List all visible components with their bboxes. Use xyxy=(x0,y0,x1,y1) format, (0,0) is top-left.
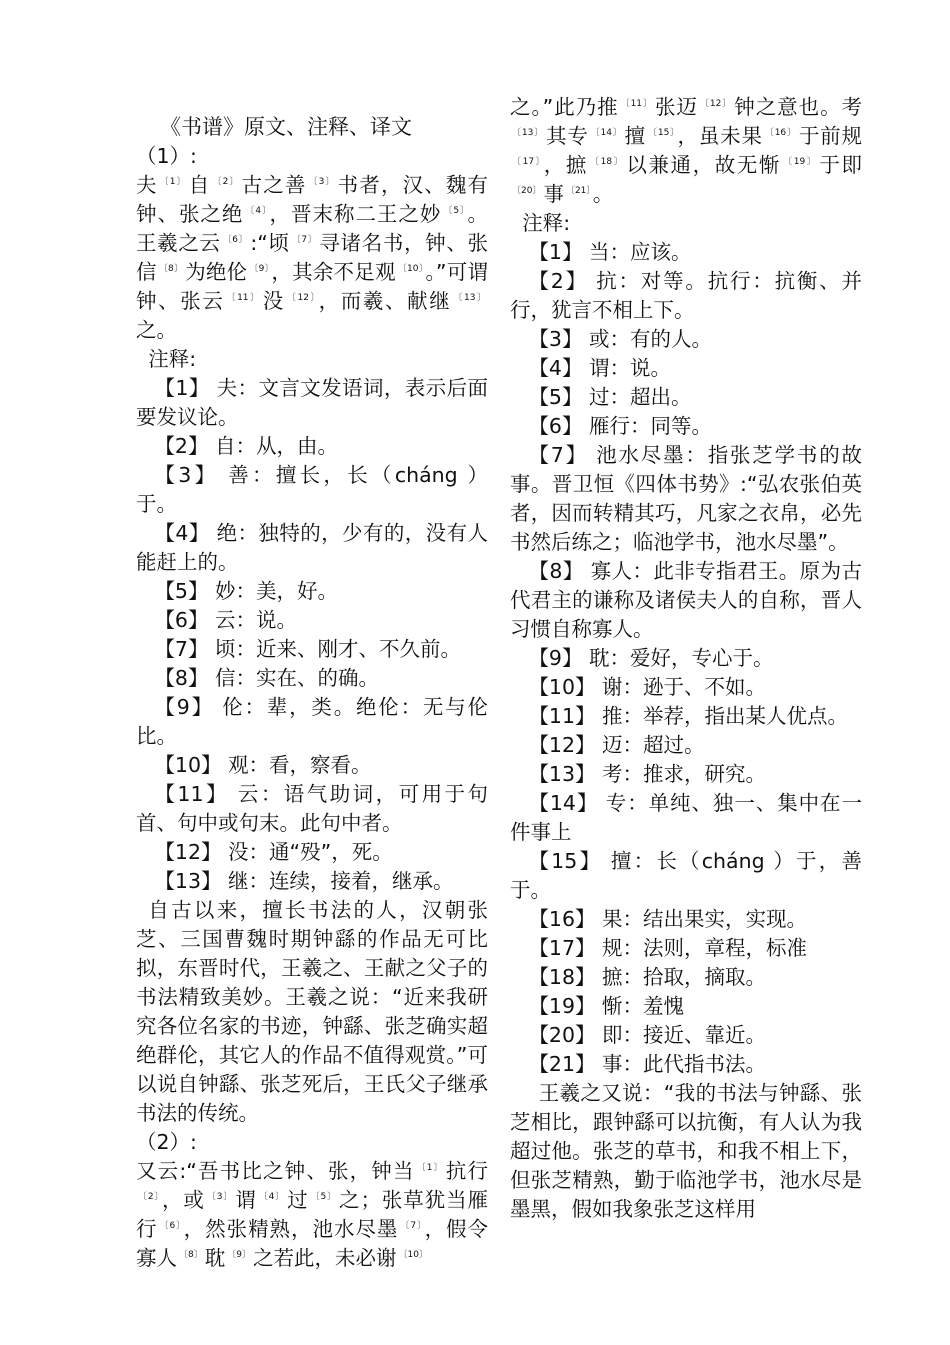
note-item: 【20】 即：接近、靠近。 xyxy=(528,1023,767,1047)
note-item: 【10】 观：看，察看。 xyxy=(154,753,372,777)
note-item: 【19】 惭：羞愧 xyxy=(528,994,685,1018)
note-item: 【13】 考：推求，研究。 xyxy=(528,762,767,786)
note-item: 【7】 池水尽墨：指张芝学书的故事。晋卫恒《四体书势》:“弘农张伯英者，因而转精其巧，凡家之衣帛，必先书然后练之；临池学书，池水尽墨”。 xyxy=(510,443,862,554)
note-item: 【9】 耽：爱好，专心于。 xyxy=(528,646,774,670)
original-text-2-continued: 之。”此乃推 $^{〔11〕}$张迈 $^{〔12〕}$钟之意也。考$^{〔13〕}$其专 $^{〔14〕}$擅 $^{〔15〕}$，虽未果 $^{〔16〕}$于前规$^{〔17〕}$，摭 $^{〔18〕}$以兼通，故无惭 $^{〔19〕}$于即$^{〔20〕}$事 $^{〔21〕}$。 xyxy=(510,95,863,206)
right-column xyxy=(510,0,862,1224)
note-item: 【5】 妙：美，好。 xyxy=(154,579,338,603)
note-item: 【2】 抗：对等。抗行：抗衡、并行，犹言不相上下。 xyxy=(510,269,862,322)
notes-label: 注释: xyxy=(148,347,197,371)
notes-list-1 xyxy=(136,374,488,896)
original-text-2: 又云:“吾书比之钟、张，钟当 $^{〔1〕}$抗行$^{〔2〕}$，或 $^{〔3〕}$谓 $^{〔4〕}$过 $^{〔5〕}$之；张草犹当雁行 $^{〔6〕}$，然张精熟，池水尽墨 $^{〔7〕}$，假令寡人 $^{〔8〕}$耽 $^{〔9〕}$之若此，未必谢 $^{〔10〕}$ xyxy=(136,1159,489,1270)
note-item: 【10】 谢：逊于、不如。 xyxy=(528,675,767,699)
note-item: 【21】 事：此代指书法。 xyxy=(528,1052,767,1076)
note-item: 【14】 专：单纯、独一、集中在一件事上 xyxy=(510,791,862,844)
section-2-label: （2）: xyxy=(136,1130,197,1154)
note-item: 【9】 伦：辈，类。绝伦：无与伦比。 xyxy=(136,695,488,748)
note-item: 【16】 果：结出果实，实现。 xyxy=(528,907,808,931)
note-item: 【7】 顷：近来、刚才、不久前。 xyxy=(154,637,461,661)
note-item: 【1】 夫：文言文发语词，表示后面要发议论。 xyxy=(136,376,488,429)
note-item: 【11】 推：举荐，指出某人优点。 xyxy=(528,704,849,728)
note-item: 【4】 绝：独特的，少有的，没有人能赶上的。 xyxy=(136,521,488,574)
note-item: 【5】 过：超出。 xyxy=(528,385,692,409)
note-item: 【8】 信：实在、的确。 xyxy=(154,666,379,690)
note-item: 【12】 迈：超过。 xyxy=(528,733,705,757)
original-text-1: 夫 $^{〔1〕}$自 $^{〔2〕}$古之善 $^{〔3〕}$书者，汉、魏有钟、张之绝 $^{〔4〕}$，晋末称二王之妙 $^{〔5〕}$。王羲之云 $^{〔6〕}$:“顷 $^{〔7〕}$寻诸名书，钟、张信 $^{〔8〕}$为绝伦 $^{〔9〕}$，其余不足观 $^{〔10〕}$。”可谓钟、张云 $^{〔11〕}$没 $^{〔12〕}$，而羲、献继 $^{〔13〕}$之。 xyxy=(136,173,489,342)
note-item: 【18】 摭：拾取，摘取。 xyxy=(528,965,767,989)
notes-label: 注释: xyxy=(522,211,571,235)
note-item: 【17】 规：法则，章程，标准 xyxy=(528,936,808,960)
left-column xyxy=(136,0,488,1273)
note-item: 【6】 云：说。 xyxy=(154,608,297,632)
note-item: 【3】 善：擅长，长（cháng ）于。 xyxy=(136,463,488,516)
note-item: 【11】 云：语气助词，可用于句首、句中或句末。此句中者。 xyxy=(136,782,488,835)
note-item: 【3】 或：有的人。 xyxy=(528,327,712,351)
note-item: 【15】 擅：长（cháng ）于，善于。 xyxy=(510,849,862,902)
note-item: 【12】 没：通“殁”，死。 xyxy=(154,840,393,864)
translation-2: 王羲之又说：“我的书法与钟繇、张芝相比，跟钟繇可以抗衡，有人认为我超过他。张芝的草书，和我不相上下，但张芝精熟，勤于临池学书，池水尽是墨黑，假如我象张芝这样用 xyxy=(510,1081,862,1221)
note-item: 【13】 继：连续，接着，继承。 xyxy=(154,869,454,893)
note-item: 【6】 雁行：同等。 xyxy=(528,414,712,438)
note-item: 【4】 谓：说。 xyxy=(528,356,671,380)
document-title: 《书谱》原文、注释、译文 xyxy=(160,115,412,139)
note-item: 【2】 自：从，由。 xyxy=(154,434,338,458)
note-item: 【1】 当：应该。 xyxy=(528,240,692,264)
translation-1: 自古以来，擅长书法的人，汉朝张芝、三国曹魏时期钟繇的作品无可比拟，东晋时代，王羲之、王献之父子的书法精致美妙。王羲之说：“近来我研究各位名家的书迹，钟繇、张芝确实超绝群伦，其它人的作品不值得观赏。”可以说自钟繇、张芝死后，王氏父子继承书法的传统。 xyxy=(136,898,488,1125)
note-item: 【8】 寡人：此非专指君王。原为古代君主的谦称及诸侯夫人的自称，晋人习惯自称寡人。 xyxy=(510,559,862,641)
section-1-label: （1）: xyxy=(136,144,197,168)
notes-list-2 xyxy=(510,238,862,1079)
